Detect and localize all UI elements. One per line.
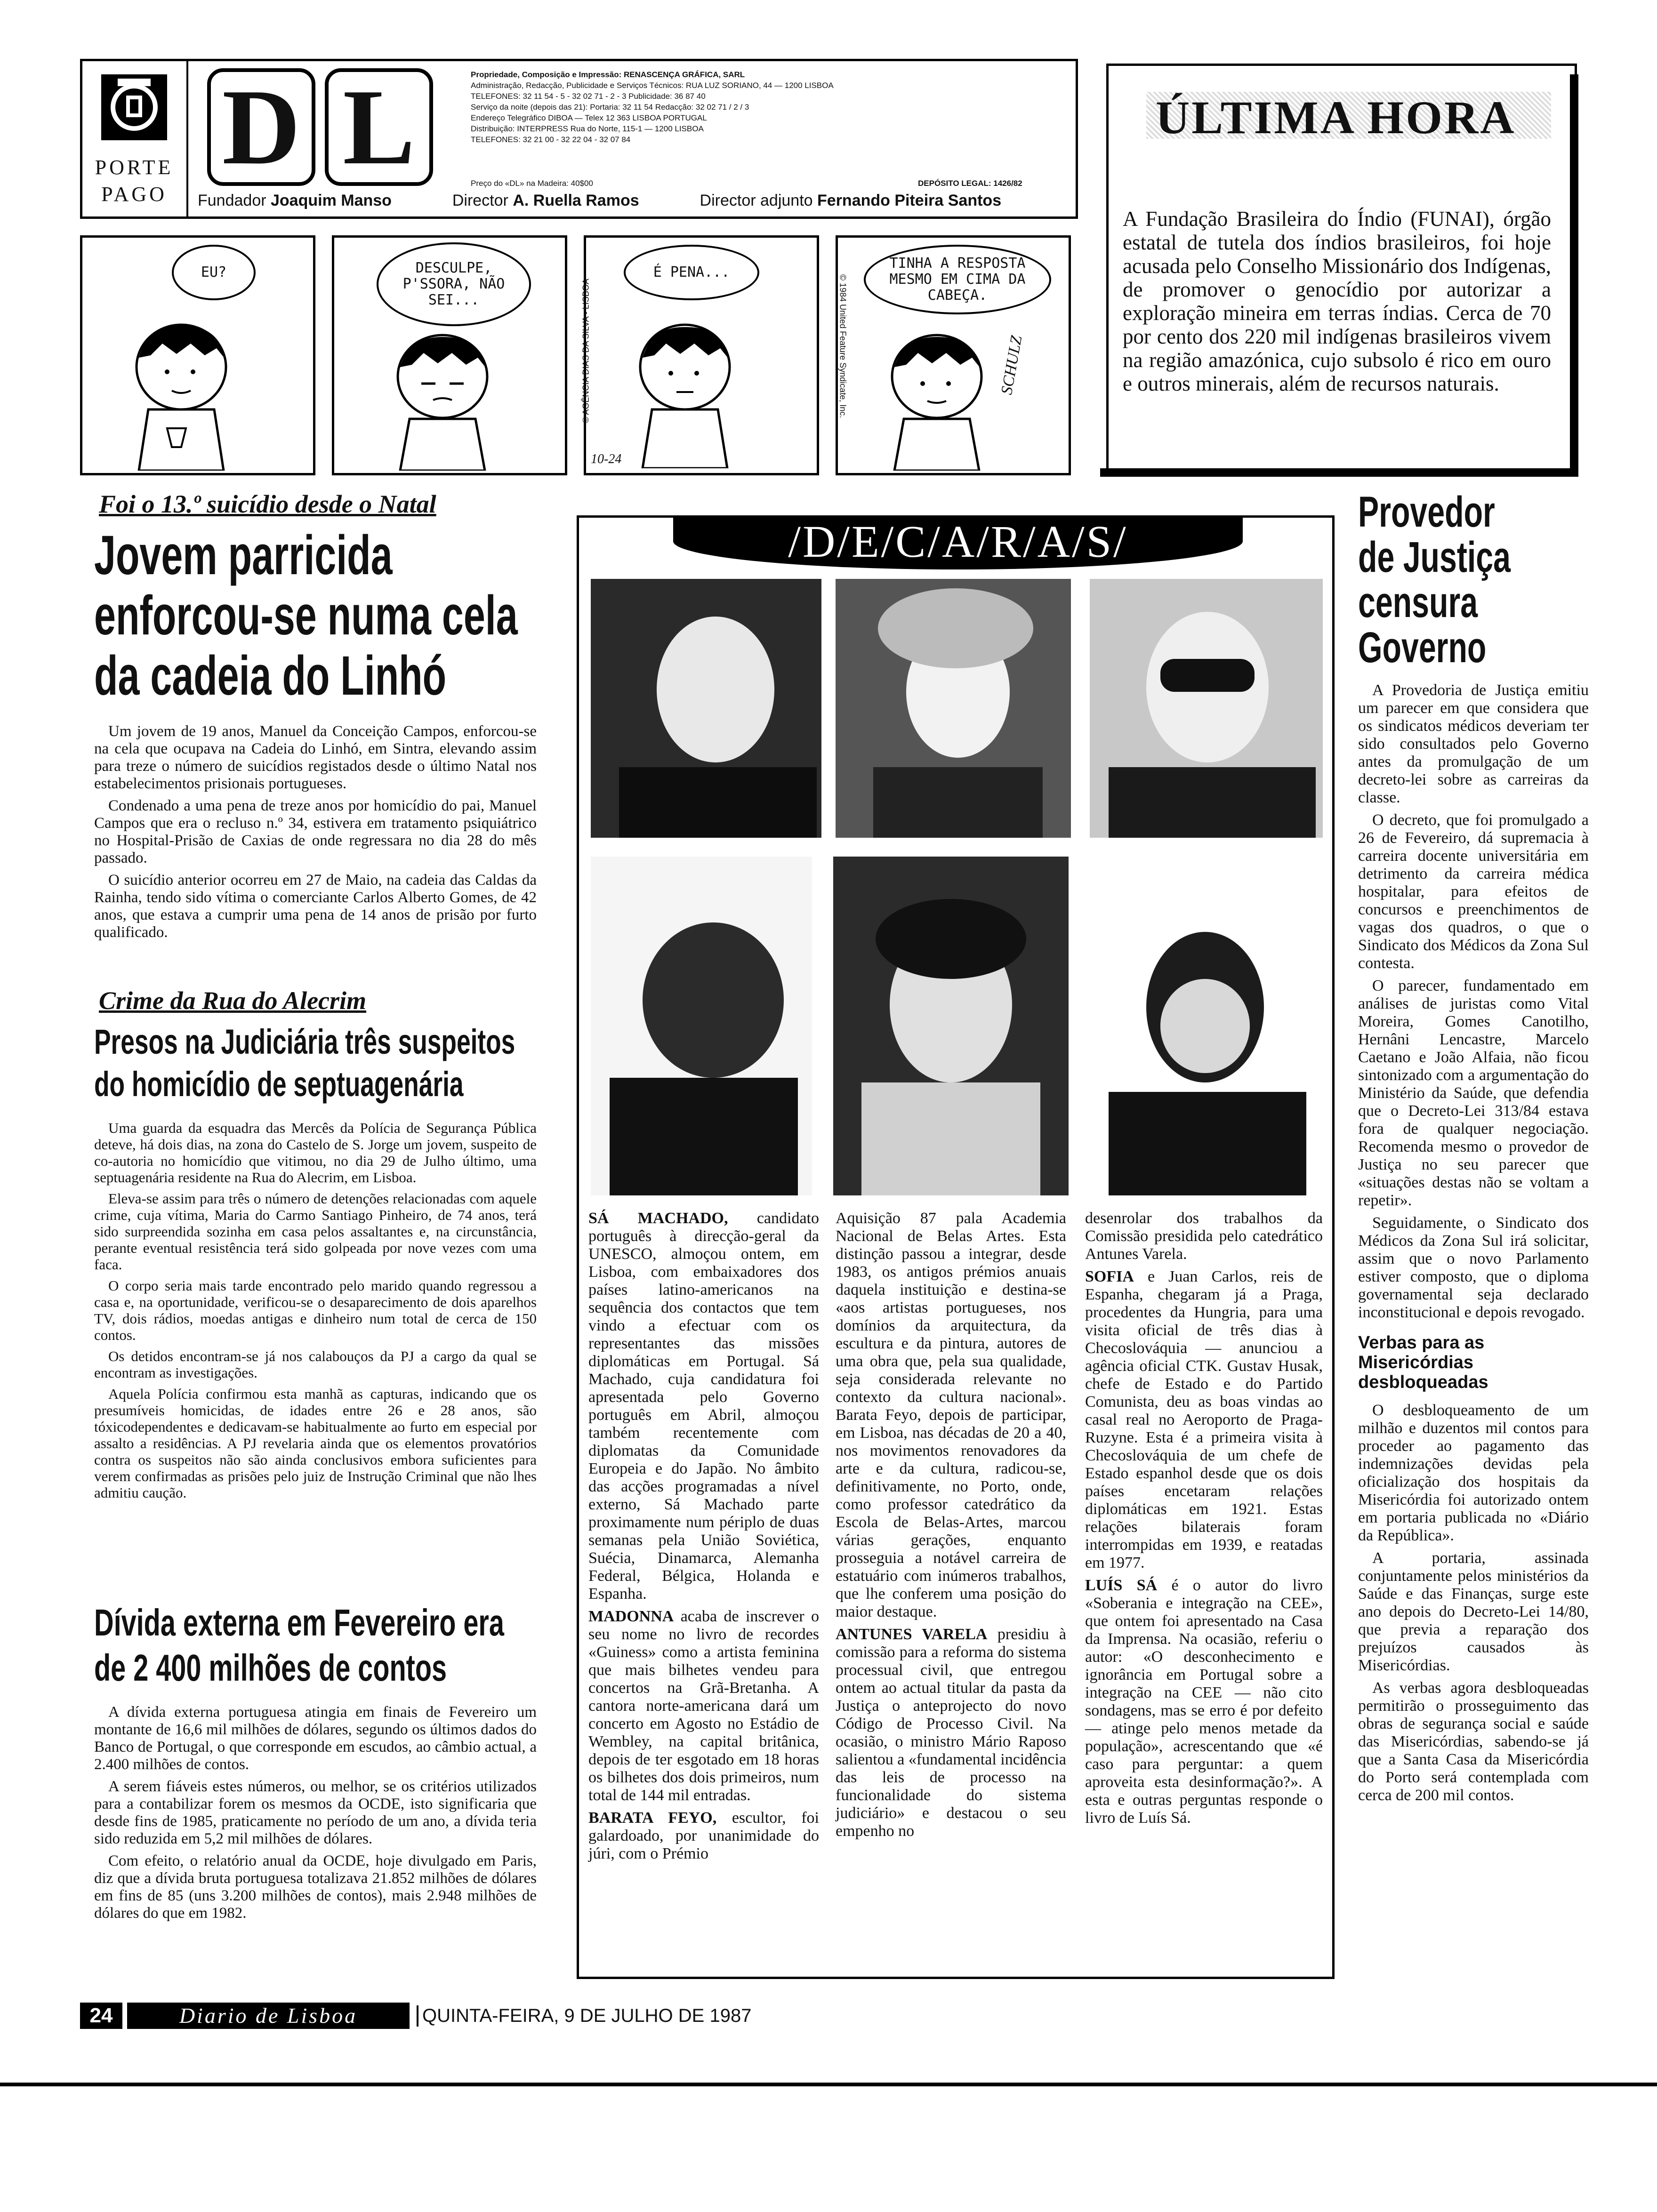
character-icon (866, 329, 1007, 471)
caras-item (588, 1210, 819, 1603)
story1-paragraph: Um jovem de 19 anos, Manuel da Conceição Campos, enforcou-se na cela que ocupava na Cadeia do Linhó, em Sintra, elevando assim para treze o número de suicídios registados desde o último Natal nos estabelecimentos prisionais portugueses. (94, 723, 537, 792)
story2-paragraph: Aquela Polícia confirmou esta manhã as capturas, indicando que os presumíveis homicidas, de idades entre 26 e 28 anos, são tóxicodependentes e dedicavam-se habitualmente ao furto em especial por assalto a residências. A PJ revelaria ainda que os elementos provatórios contra os suspeitos não são ainda conclusivos embora suficientes para verem confirmadas as prisões pelo juiz de Instrução Criminal que não lhes admitiu caução. (94, 1386, 537, 1501)
story4-body-2 (1358, 1402, 1589, 1804)
imprint-line: TELEFONES: 32 21 00 - 32 22 04 - 32 07 84 (471, 135, 631, 144)
caras-item (836, 1626, 1066, 1840)
director-label: Director (452, 192, 508, 209)
imprint-line: Administração, Redacção, Publicidade e Serviços Técnicos: RUA LUZ SORIANO, 44 — 1200 LISBOA (471, 81, 834, 90)
story4-subhead-line: Verbas para as (1358, 1333, 1485, 1353)
staff-line (198, 192, 1073, 210)
ultima-hora-heading: ÚLTIMA HORA (1156, 91, 1516, 144)
story4-subhead-line: desbloqueadas (1358, 1372, 1488, 1392)
character-icon (372, 329, 513, 471)
story4-paragraph: Seguidamente, o Sindicato dos Médicos da Zona Sul irá solicitar, assim que o novo Parlamento estiver composto, que o diploma governamental seja declarado inconstitucional e depois revogado. (1358, 1214, 1589, 1321)
imprint-line: TELEFONES: 32 11 54 - 5 - 32 02 71 - 2 - 3 Publicidade: 36 87 40 (471, 92, 706, 101)
story2-body (94, 1120, 537, 1501)
story1-headline-1: Jovem parricida (94, 524, 393, 586)
comic-bubble-1: EU? (172, 245, 256, 300)
imprint-line: Distribuição: INTERPRESS Rua do Norte, 115-1 — 1200 LISBOA (471, 124, 704, 133)
deposit-line: DEPÓSITO LEGAL: 1426/82 (918, 179, 1022, 188)
caras-item-text: candidato português à direcção-geral da UNESCO, almoçou ontem, em Lisboa, com embaixadores dos países latino-americanos na sequência dos contactos que tem vindo a efectuar com os representantes das missões diplomáticas em Portugal. Sá Machado, cuja candidatura foi apresentada pelo Governo português em Abril, almoçou também recentemente com diplomatas da Comunidade Europeia e do Japão. No âmbito das acções programadas a nível externo, Sá Machado parte proximamente num périplo de duas semanas pela União Soviética, Suécia, Dinamarca, Alemanha Federal, Bélgica, Holanda e Espanha. (588, 1210, 819, 1603)
comic-panel-2 (332, 235, 567, 475)
caras-item-lead: SÁ MACHADO, (588, 1210, 728, 1227)
deputy-label: Director adjunto (700, 192, 813, 209)
story1-body (94, 723, 537, 941)
caras-item-text: presidiu à comissão para a reforma do sistema processual civil, que entregou ontem ao actual titular da pasta da Justiça o anteprojecto do novo Código de Processo Civil. Na ocasião, o ministro Mário Raposo salientou a «fundamental incidência das leis de processo na funcionalidade do sistema judiciário» e destacou o seu empenho no (836, 1626, 1066, 1840)
photo-madonna (836, 579, 1071, 838)
comic-bubble-4: TINHA A RESPOSTA MESMO EM CIMA DA CABEÇA. (864, 245, 1051, 314)
caras-item (836, 1210, 1066, 1621)
ultima-hora-box (1106, 64, 1577, 473)
caras-item-text: é o autor do livro «Soberania e integração na CEE», que ontem foi apresentado na Casa da Imprensa. Na ocasião, referiu o autor: «O desconhecimento e ignorância em Portugal sobre a integração na CEE — não cito sondagens, mas se erro é por defeito — atinge pelo menos metade da população», acrescentando que «é caso para perguntar: a quem aproveita esta desinformação?». A esta e outras perguntas responde o livro de Luís Sá. (1085, 1577, 1323, 1827)
story1-paragraph: Condenado a uma pena de treze anos por homicídio do pai, Manuel Campos que era o recluso n.º 34, estivera em tratamento psiquiátrico no Hospital-Prisão de Caxias de onde regressara no dia 28 do mês passado. (94, 797, 537, 866)
ultima-hora-text: A Fundação Brasileira do Índio (FUNAI), órgão estatal de tutela dos índios brasileiros, foi hoje acusada pelo Conselho Missionário dos Indígenas, de promover o genocídio por autorizar a exploração mineira em terras índias. Cerca de 70 por cento dos 220 mil indígenas brasileiros vivem na região amazónica, cujo subsolo é rico em ouro e outros minerais, além de recursos naturais. (1123, 207, 1551, 395)
logo-letter-l: L (343, 67, 415, 187)
caras-item (588, 1809, 819, 1863)
story3-body (94, 1704, 537, 1922)
character-icon (614, 318, 756, 468)
story4-paragraph: A Provedoria de Justiça emitiu um parecer em que considera que os sindicatos médicos deveriam ter sido consultados pelo Governo antes da promulgação de um decreto-lei sobre as carreiras da classe. (1358, 681, 1589, 806)
story-divida (94, 1600, 541, 1927)
comic-signature: SCHULZ (998, 334, 1026, 396)
comic-panel-4 (836, 235, 1071, 475)
story4-paragraph: A portaria, assinada conjuntamente pelos ministérios da Saúde e das Finanças, surge este ano depois do Decreto-Lei 14/80, que previa a reparação dos prejuízos causados às Misericórdias. (1358, 1549, 1589, 1674)
story4-paragraph: O decreto, que foi promulgado a 26 de Fevereiro, dá supremacia à carreira docente universitária em detrimento da carreira médica hospitalar, para efeitos de concursos e preenchimentos de vagas dos quadros, o que o Sindicato dos Médicos da Zona Sul contesta. (1358, 811, 1589, 972)
story4-paragraph: O parecer, fundamentado em análises de juristas como Vital Moreira, Gomes Canotilho, Hernâni Lencastre, Marcelo Caetano e João Alfaia, não ficou sintonizado com a argumentação do Ministério da Saúde, que defendia que o Decreto-Lei 313/84 estava fora de qualquer negociação. Recomenda mesmo o provedor de Justiça no seu parecer que «situações destas não se voltam a repetir». (1358, 977, 1589, 1209)
caras-box (577, 515, 1335, 1979)
ultima-hora-shadow-right (1570, 74, 1578, 477)
story-alecrim (94, 986, 541, 1506)
character-icon (111, 315, 252, 471)
deputy-name: Fernando Piteira Santos (817, 192, 1002, 209)
caras-heading: /D/E/C/A/R/A/S/ (788, 516, 1128, 567)
photo-barata-feyo (591, 857, 812, 1195)
comic-credit-right: © 1984 United Feature Syndicate, Inc. (838, 274, 848, 418)
caras-item-lead: BARATA FEYO, (588, 1809, 717, 1827)
photo-antunes-varela (1090, 579, 1323, 838)
story2-kicker: Crime da Rua do Alecrim (99, 986, 367, 1015)
caras-item-lead: ANTUNES VARELA (836, 1626, 988, 1643)
caras-item (1085, 1268, 1323, 1572)
story2-paragraph: Os detidos encontram-se já nos calabouços da PJ a cargo da qual se encontram as investigações. (94, 1348, 537, 1381)
story2-headline-1: Presos na Judiciária três suspeitos (94, 1022, 515, 1061)
story1-headline-2: enforcou-se numa cela (94, 585, 518, 647)
caras-column-3 (1085, 1210, 1323, 1832)
comic-panel-1 (80, 235, 315, 475)
director-name: A. Ruella Ramos (513, 192, 639, 209)
story1-kicker: Foi o 13.º suicídio desde o Natal (99, 490, 436, 518)
comic-bubble-3: É PENA... (624, 245, 759, 300)
caras-item (1085, 1210, 1323, 1263)
comic-strip (80, 235, 1078, 480)
imprint-line: Serviço da noite (depois das 21): Portaria: 32 11 54 Redacção: 32 02 71 / 2 / 3 (471, 103, 749, 112)
story4-headline-4: Governo (1358, 624, 1487, 672)
logo-letter-d: D (222, 67, 301, 187)
porte-line-1: PORTE (95, 156, 174, 179)
story1-paragraph: O suicídio anterior ocorreu em 27 de Maio, na cadeia das Caldas da Rainha, tendo sido vítima o comerciante Carlos Alberto Gomes, de 42 anos, que estava a cumprir uma pena de 14 anos de prisão por furto qualificado. (94, 872, 537, 941)
story4-headline-2: de Justiça (1358, 533, 1511, 581)
story4-subhead-line: Misericórdias (1358, 1353, 1473, 1372)
coat-of-arms-icon (99, 72, 169, 143)
porte-pago-box (80, 59, 188, 219)
story4-body (1358, 681, 1589, 1322)
founder-label: Fundador (198, 192, 266, 209)
story4-paragraph: As verbas agora desbloqueadas permitirão o prosseguimento das obras de segurança social e saúde das Misericórdias, sabendo-se já que a Santa Casa da Misericórdia do Porto será contemplada com cerca de 200 mil contos. (1358, 1679, 1589, 1804)
caras-item-text: e Juan Carlos, reis de Espanha, chegaram já a Praga, procedentes da Hungria, para uma visita oficial de três dias à Checoslováquia — anunciou a agência oficial CTK. Gustav Husak, chefe de Estado e do Partido Comunista, deu as boas vindas ao casal real no Aeroporto de Praga-Ruzyne. Esta é a primeira visita à Checoslováquia de um chefe de Estado espanhol desde que os dois países encetaram relações diplomáticas em 1921. Estas relações bilaterais foram interrompidas em 1939, e reatadas em 1977. (1085, 1268, 1323, 1571)
story3-headline-2: de 2 400 milhões de contos (94, 1647, 447, 1689)
caras-item-lead: SOFIA (1085, 1268, 1134, 1285)
story3-paragraph: Com efeito, o relatório anual da OCDE, hoje divulgado em Paris, diz que a dívida bruta portuguesa totalizava 21.852 milhões de dólares em fins de 85 (uns 3.200 milhões de contos), mais 2.948 milhões de dólares do que em 1982. (94, 1852, 537, 1922)
story1-headline-3: da cadeia do Linhó (94, 645, 447, 707)
issue-date: QUINTA-FEIRA, 9 DE JULHO DE 1987 (417, 2005, 751, 2027)
ultima-hora-shadow (1100, 468, 1571, 477)
photo-sofia (833, 857, 1069, 1195)
price-line: Preço do «DL» na Madeira: 40$00 (471, 179, 593, 188)
comic-bubble-2: DESCULPE, P'SSORA, NÃO SEI... (377, 242, 531, 326)
caras-column-1 (588, 1210, 819, 1867)
story3-paragraph: A dívida externa portuguesa atingia em finais de Fevereiro um montante de 16,6 mil milhões de dólares, segundo os últimos dados do Banco de Portugal, o que corresponde em escudos, ao câmbio actual, a 2.400 milhões de contos. (94, 1704, 537, 1773)
comic-credit-left: © AGÊNCIA DIAS DA SILVA - LISBOA (581, 279, 591, 423)
paper-name: Diario de Lisboa (127, 2003, 410, 2029)
caras-item (588, 1608, 819, 1804)
caras-item-lead: LUÍS SÁ (1085, 1577, 1158, 1594)
comic-date-code: 10-24 (591, 452, 622, 466)
founder-name: Joaquim Manso (271, 192, 392, 209)
caras-item-text: escultor, foi galardoado, por unanimidade do júri, com o Prémio (588, 1809, 819, 1862)
story3-headline-1: Dívida externa em Fevereiro era (94, 1602, 504, 1643)
photo-luis-sa (1090, 904, 1323, 1195)
porte-line-2: PAGO (101, 183, 167, 206)
logo-d-box (207, 68, 315, 186)
story2-paragraph: Eleva-se assim para três o número de detenções relacionadas com aquele crime, cuja vítima, Maria do Carmo Santiago Pinheiro, de 74 anos, terá sido surpreendida sozinha em casa pelos assaltantes e, na circunstância, perante eventual resistência terá sido golpeada por nove vezes com uma faca. (94, 1190, 537, 1273)
page-footer (80, 2003, 786, 2031)
story3-paragraph: A serem fiáveis estes números, ou melhor, se os critérios utilizados para a contabilizar forem os mesmos da OCDE, isto significaria que desde fins de 1985, praticamente no período de um ano, a dívida teria sido reduzida em 5,2 mil milhões de dólares. (94, 1778, 537, 1847)
caras-item-text: desenrolar dos trabalhos da Comissão presidida pelo catedrático Antunes Varela. (1085, 1210, 1323, 1263)
story2-headline-2: do homicídio de septuagenária (94, 1065, 464, 1104)
story2-paragraph: O corpo seria mais tarde encontrado pelo marido quando regressou a casa e, na oportunidade, verificou-se o desaparecimento de dois aparelhos TV, dois rádios, moedas antigas e dinheiro num total de cerca de 150 contos. (94, 1277, 537, 1343)
logo-l-box (325, 68, 433, 186)
caras-item (1085, 1577, 1323, 1827)
bottom-divider (0, 2083, 1657, 2086)
story4-paragraph: O desbloqueamento de um milhão e duzentos mil contos para proceder ao pagamento das indemnizações devidas pela oficialização dos hospitais da Misericórdia foi autorizado ontem em portaria publicada no «Diário da República». (1358, 1402, 1589, 1544)
imprint-line: Propriedade, Composição e Impressão: RENASCENÇA GRÁFICA, SARL (471, 70, 745, 79)
story4-headline-1: Provedor (1358, 488, 1495, 536)
caras-item-text: Aquisição 87 pala Academia Nacional de Belas Artes. Esta distinção passou a integrar, desde 1983, os antigos prémios anuais daquela instituição e destina-se «aos artistas portugueses, nos domínios da arquitectura, da escultura e da pintura, autores de uma obra que, pela sua qualidade, seja considerada relevante no contexto da cultura nacional». Barata Feyo, depois de participar, em Lisboa, nas décadas de 20 a 40, nos movimentos renovadores da arte e da cultura, radicou-se, definitivamente, no Porto, onde, como professor catedrático da Escola de Belas-Artes, marcou várias gerações, enquanto prosseguia a notável carreira de estatuário com inúmeros trabalhos, que lhe conferem uma posição do maior destaque. (836, 1210, 1066, 1620)
masthead (80, 59, 1078, 219)
photo-sa-machado (591, 579, 821, 838)
story4-headline-3: censura (1358, 578, 1478, 626)
caras-item-lead: MADONNA (588, 1608, 674, 1625)
comic-panel-3 (581, 235, 819, 475)
page-number: 24 (80, 2003, 122, 2029)
story2-paragraph: Uma guarda da esquadra das Mercês da Polícia de Segurança Pública deteve, há dois dias, na zona do Castelo de S. Jorge um jovem, suspeito de co-autoria no homicídio que vitimou, no dia 29 de Julho último, uma septuagenária residente na Rua do Alecrim, em Lisboa. (94, 1120, 537, 1186)
caras-column-2 (836, 1210, 1066, 1845)
imprint-line: Endereço Telegráfico DIBOA — Telex 12 363 LISBOA PORTUGAL (471, 113, 707, 122)
story4-subhead (1358, 1333, 1589, 1392)
story-provedor (1358, 489, 1589, 1809)
story-suicide (94, 489, 541, 946)
imprint-block (471, 69, 1073, 145)
caras-item-text: acaba de inscrever o seu nome no livro de recordes «Guiness» como a artista feminina que mais bilhetes vendeu para concertos na Grã-Bretanha. A cantora norte-americana dará um concerto em Agosto no Estádio de Wembley, na capital britânica, depois de ter esgotado em 18 horas os bilhetes dos dois primeiros, num total de 144 mil entradas. (588, 1608, 819, 1804)
